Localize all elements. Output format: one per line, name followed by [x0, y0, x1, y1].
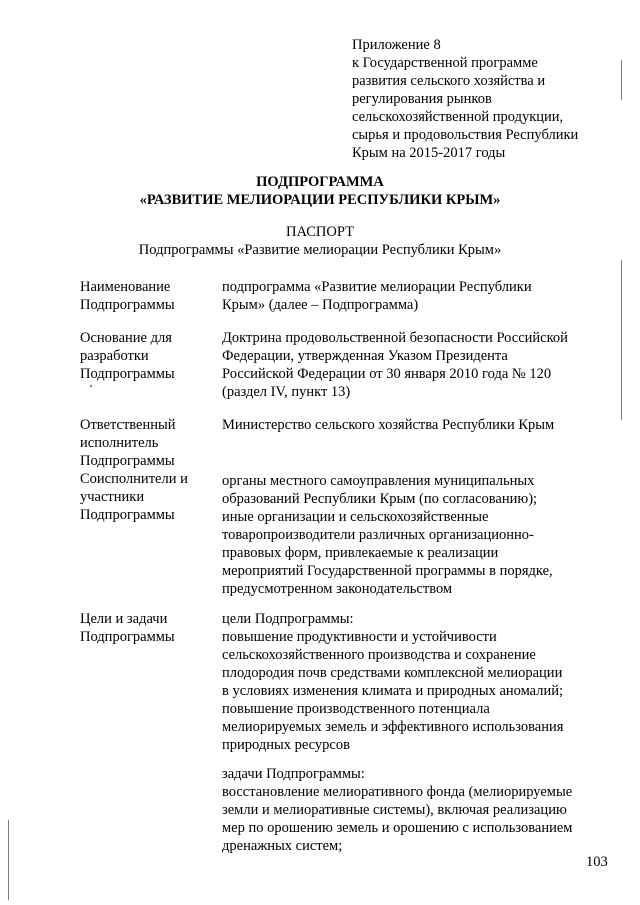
- appendix-line: сельскохозяйственной продукции,: [352, 109, 564, 125]
- row-value-line: мероприятий Государственной программы в порядке,: [222, 563, 553, 579]
- row-value-line: повышение производственного потенциала: [222, 701, 490, 717]
- row-value-line: органы местного самоуправления муниципальных: [222, 473, 535, 489]
- row-value-line: образований Республики Крым (по согласованию);: [222, 491, 538, 507]
- page-number: 103: [586, 854, 608, 870]
- row-value-line: Российской Федерации от 30 января 2010 года № 120: [222, 366, 552, 382]
- document-subtitle: «РАЗВИТИЕ МЕЛИОРАЦИИ РЕСПУБЛИКИ КРЫМ»: [139, 192, 501, 208]
- row-label-line: Основание для: [80, 330, 172, 346]
- tasks-line: задачи Подпрограммы:: [222, 766, 365, 782]
- row-value-line: Министерство сельского хозяйства Республики Крым: [222, 417, 555, 433]
- row-label-line: исполнитель: [80, 435, 159, 451]
- row-value-line: товаропроизводители различных организационно-: [222, 527, 534, 543]
- row-label-line: Наименование: [80, 279, 171, 295]
- row-value-line: в условиях изменения климата и природных аномалий;: [222, 683, 564, 699]
- appendix-line: к Государственной программе: [352, 55, 538, 71]
- row-label-line: Подпрограммы: [80, 453, 175, 469]
- row-label-line: участники: [80, 489, 145, 505]
- row-value-line: предусмотренном законодательством: [222, 581, 453, 597]
- appendix-line: регулирования рынков: [352, 91, 492, 107]
- row-label-line: Ответственный: [80, 417, 176, 433]
- row-label-line: разработки: [80, 348, 149, 364]
- row-value-line: природных ресурсов: [222, 737, 350, 753]
- passport-heading: ПАСПОРТ: [286, 224, 354, 240]
- row-label-line: Соисполнители и: [80, 471, 188, 487]
- row-value-line: (раздел IV, пункт 13): [222, 384, 351, 400]
- scan-edge-line-top: [621, 60, 622, 100]
- tasks-line: земли и мелиоративные системы), включая реализацию: [222, 802, 567, 818]
- passport-subheading: Подпрограммы «Развитие мелиорации Республики Крым»: [138, 242, 502, 258]
- row-label-line: Подпрограммы: [80, 297, 175, 313]
- row-value-line: повышение продуктивности и устойчивости: [222, 629, 497, 645]
- tasks-line: мер по орошению земель и орошению с использованием: [222, 820, 573, 836]
- row-value-line: сельскохозяйственного производства и сохранение: [222, 647, 536, 663]
- row-value-line: подпрограмма «Развитие мелиорации Республики: [222, 279, 532, 295]
- tasks-line: дренажных систем;: [222, 838, 343, 854]
- appendix-line: сырья и продовольствия Республики: [352, 127, 579, 143]
- scan-speck: [90, 385, 92, 387]
- appendix-line: развития сельского хозяйства и: [352, 73, 546, 89]
- tasks-line: восстановление мелиоративного фонда (мелиорируемые: [222, 784, 573, 800]
- row-value-line: мелиорируемых земель и эффективного использования: [222, 719, 564, 735]
- row-label-line: Цели и задачи: [80, 611, 168, 627]
- row-value-line: Крым» (далее – Подпрограмма): [222, 297, 419, 313]
- appendix-line: Приложение 8: [352, 37, 441, 53]
- document-title: ПОДПРОГРАММА: [256, 174, 384, 190]
- appendix-line: Крым на 2015-2017 годы: [352, 145, 506, 161]
- row-value-line: Федерации, утвержденная Указом Президента: [222, 348, 508, 364]
- row-value-line: иные организации и сельскохозяйственные: [222, 509, 489, 525]
- scan-edge-line-middle: [621, 260, 622, 420]
- scan-edge-line-bottom: [8, 820, 9, 900]
- row-label-line: Подпрограммы: [80, 629, 175, 645]
- row-value-line: Доктрина продовольственной безопасности Российской: [222, 330, 568, 346]
- row-value-line: правовых форм, привлекаемые к реализации: [222, 545, 499, 561]
- row-label-line: Подпрограммы: [80, 507, 175, 523]
- row-value-line: плодородия почв средствами комплексной мелиорации: [222, 665, 563, 681]
- row-label-line: Подпрограммы: [80, 366, 175, 382]
- row-value-line: цели Подпрограммы:: [222, 611, 354, 627]
